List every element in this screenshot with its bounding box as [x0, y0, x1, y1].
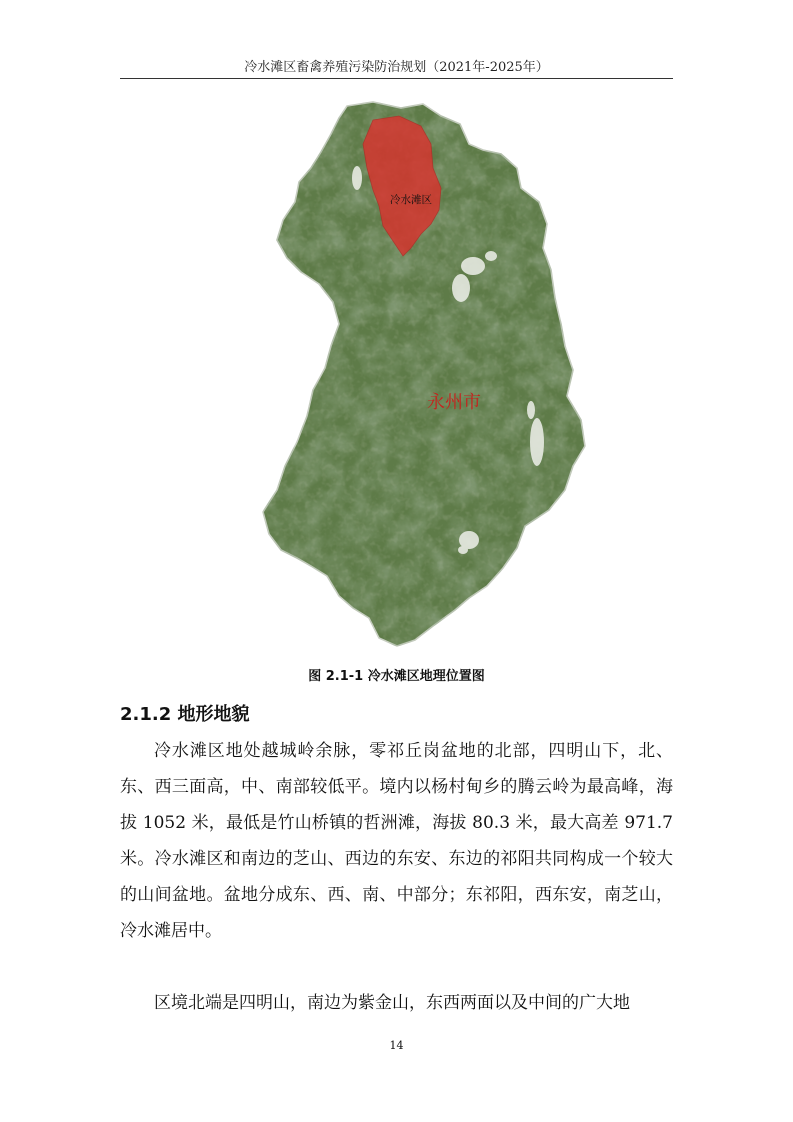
header-rule — [120, 78, 673, 79]
figure-caption: 图 2.1-1 冷水滩区地理位置图 — [308, 669, 485, 684]
city-label: 永州市 — [427, 392, 481, 413]
location-map — [255, 98, 595, 653]
page-number: 14 — [389, 1039, 404, 1052]
section-heading: 2.1.2 地形地貌 — [120, 704, 250, 725]
body-paragraph: 冷水滩区地处越城岭余脉，零祁丘岗盆地的北部，四明山下，北、东、西三面高，中、南部较低平。境内以杨村甸乡的腾云岭为最高峰，海拔 1052 米，最低是竹山桥镇的哲洲滩，海拔 80.3 米，最大高差 971.7 米。冷水滩区和南边的芝山、西边的东安、东边的祁阳共同构成一个较大的山间盆地。盆地分成东、西、南、中部分；东祁阳，西东安，南芝山，冷水滩居中。 — [120, 741, 673, 941]
running-header: 冷水滩区畜禽养殖污染防治规划（2021年-2025年） — [244, 60, 549, 75]
body-paragraph: 区境北端是四明山，南边为紫金山，东西两面以及中间的广大地 — [154, 993, 630, 1013]
district-label: 冷水滩区 — [390, 194, 432, 206]
